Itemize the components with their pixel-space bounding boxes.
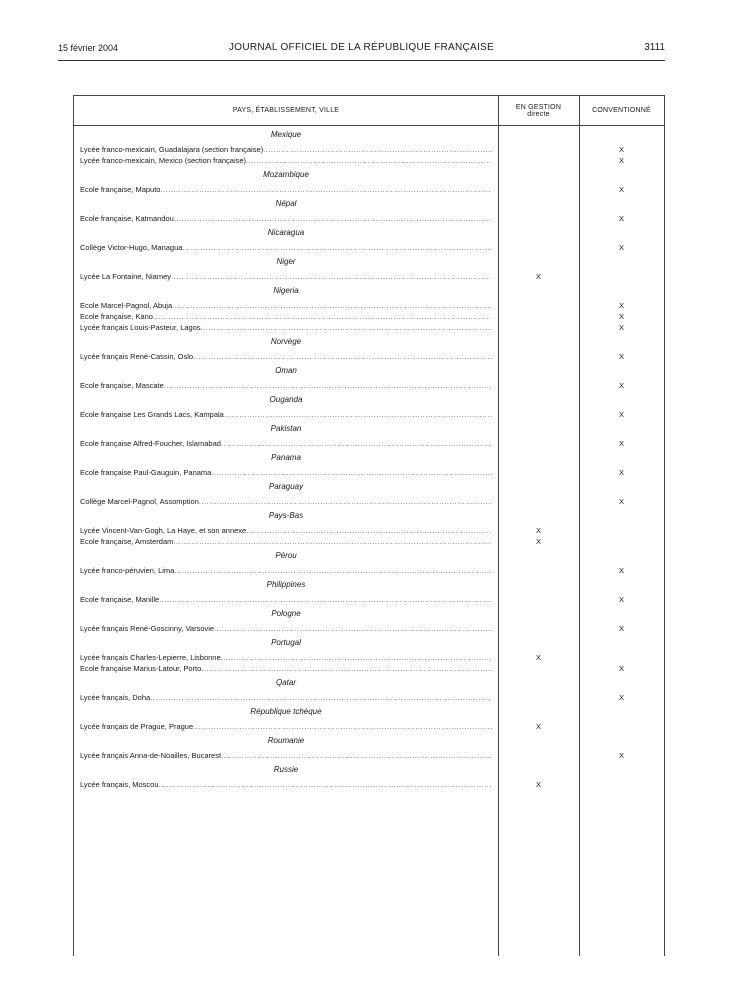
- establishments-table: [73, 95, 665, 956]
- establishment-name: [80, 311, 492, 322]
- country-heading: Pays-Bas: [268, 511, 304, 520]
- table-header: [74, 96, 664, 126]
- conventionne-mark: X: [618, 352, 624, 361]
- establishment-name: [80, 322, 492, 333]
- country-heading: Russie: [273, 765, 299, 774]
- establishment-name-text: Lycée français René-Cassin, Oslo: [80, 352, 194, 361]
- table-row: [74, 721, 664, 732]
- country-heading: République tchèque: [250, 707, 322, 716]
- table-body: [74, 126, 664, 790]
- establishment-name: [80, 380, 492, 391]
- establishment-name-text: Lycée français, Doha: [80, 693, 151, 702]
- gestion-directe-mark: X: [535, 272, 541, 281]
- establishment-name: [80, 155, 492, 166]
- country-heading: Portugal: [271, 638, 301, 647]
- country-heading: Pakistan: [270, 424, 302, 433]
- conventionne-mark: X: [618, 664, 624, 673]
- country-heading: Qatar: [275, 678, 296, 687]
- establishment-name-text: Ecole française, Mascate: [80, 381, 164, 390]
- establishment-name: [80, 409, 492, 420]
- table-row: [74, 213, 664, 224]
- establishment-name: [80, 525, 492, 536]
- table-row: [74, 536, 664, 547]
- table-row: [74, 467, 664, 478]
- table-row: [74, 351, 664, 362]
- conventionne-mark: X: [618, 243, 624, 252]
- establishment-name-text: Lycée Vincent-Van-Gogh, La Haye, et son annexe: [80, 526, 247, 535]
- column-header-gestion-line2: directe: [527, 110, 550, 118]
- country-heading: Nicaragua: [267, 228, 305, 237]
- establishment-name: [80, 692, 492, 703]
- country-heading: Népal: [275, 199, 297, 208]
- country-heading: Panama: [271, 453, 301, 462]
- establishment-name-text: Ecole française, Amsterdam: [80, 537, 174, 546]
- establishment-name-text: Ecole française Alfred-Foucher, Islamabad: [80, 439, 221, 448]
- country-heading: Philippines: [266, 580, 306, 589]
- table-row: [74, 380, 664, 391]
- country-heading: Norvège: [270, 337, 302, 346]
- conventionne-mark: X: [618, 693, 624, 702]
- establishment-name-text: Lycée français Louis-Pasteur, Lagos: [80, 323, 201, 332]
- table-row: [74, 594, 664, 605]
- establishment-name: [80, 623, 492, 634]
- establishment-name-text: Lycée français, Moscou: [80, 780, 159, 789]
- establishment-name: [80, 652, 492, 663]
- gestion-directe-mark: X: [535, 780, 541, 789]
- establishment-name-text: Collège Marcel-Pagnol, Assomption: [80, 497, 199, 506]
- conventionne-mark: X: [618, 381, 624, 390]
- country-heading: Pérou: [275, 551, 297, 560]
- conventionne-mark: X: [618, 566, 624, 575]
- table-row: [74, 565, 664, 576]
- establishment-name: [80, 779, 492, 790]
- establishment-name-text: Lycée français Charles-Lepierre, Lisbonne: [80, 653, 221, 662]
- establishment-name: [80, 750, 492, 761]
- conventionne-mark: X: [618, 497, 624, 506]
- table-row: [74, 692, 664, 703]
- table-row: [74, 242, 664, 253]
- establishment-name: [80, 184, 492, 195]
- country-heading: Roumanie: [267, 736, 305, 745]
- establishment-name: [80, 467, 492, 478]
- establishment-name: [80, 721, 492, 732]
- establishment-name: [80, 663, 492, 674]
- gestion-directe-mark: X: [535, 653, 541, 662]
- conventionne-mark: X: [618, 595, 624, 604]
- table-row: [74, 750, 664, 761]
- establishment-name: [80, 536, 492, 547]
- table-row: [74, 311, 664, 322]
- establishment-name-text: Ecole française, Kano: [80, 312, 153, 321]
- conventionne-mark: X: [618, 410, 624, 419]
- establishment-name-text: Ecole française, Katmandou: [80, 214, 174, 223]
- gestion-directe-mark: X: [535, 537, 541, 546]
- country-heading: Oman: [275, 366, 297, 375]
- establishment-name-text: Ecole française Paul-Gauguin, Panama: [80, 468, 212, 477]
- establishment-name-text: Lycée franco-péruvien, Lima: [80, 566, 175, 575]
- table-row: [74, 271, 664, 282]
- table-row: [74, 525, 664, 536]
- country-heading: Pologne: [271, 609, 301, 618]
- conventionne-mark: X: [618, 312, 624, 321]
- issue-date: 15 février 2004: [58, 43, 119, 53]
- establishment-name-text: Lycée franco-mexicain, Guadalajara (section française): [80, 145, 264, 154]
- establishment-name: [80, 242, 492, 253]
- page-number: 3111: [644, 42, 665, 53]
- page-header: [58, 40, 665, 58]
- table-row: [74, 623, 664, 634]
- establishment-name: [80, 594, 492, 605]
- establishment-name-text: Ecole Marcel-Pagnol, Abuja: [80, 301, 173, 310]
- journal-title: JOURNAL OFFICIEL DE LA RÉPUBLIQUE FRANÇAISE: [229, 42, 494, 53]
- establishment-name: [80, 496, 492, 507]
- establishment-name: [80, 438, 492, 449]
- establishment-name-text: Ecole française, Manille: [80, 595, 160, 604]
- country-heading: Mozambique: [263, 170, 309, 179]
- table-row: [74, 155, 664, 166]
- establishment-name-text: Lycée français Anna-de-Noailles, Bucarest: [80, 751, 222, 760]
- conventionne-mark: X: [618, 624, 624, 633]
- country-heading: Nigeria: [273, 286, 299, 295]
- table-row: [74, 322, 664, 333]
- table-row: [74, 496, 664, 507]
- country-heading: Ouganda: [269, 395, 303, 404]
- country-heading: Mexique: [270, 130, 302, 139]
- table-row: [74, 409, 664, 420]
- column-header-conventionne: CONVENTIONNÉ: [592, 107, 651, 114]
- establishment-name-text: Ecole française, Maputo: [80, 185, 161, 194]
- conventionne-mark: X: [618, 301, 624, 310]
- table-row: [74, 438, 664, 449]
- establishment-name-text: Lycée La Fontaine, Niamey: [80, 272, 172, 281]
- country-heading: Niger: [276, 257, 296, 266]
- conventionne-mark: X: [618, 214, 624, 223]
- gestion-directe-mark: X: [535, 526, 541, 535]
- establishment-name-text: Collège Victor-Hugo, Managua: [80, 243, 183, 252]
- establishment-name-text: Lycée franco-mexicain, Mexico (section française): [80, 156, 247, 165]
- conventionne-mark: X: [618, 751, 624, 760]
- establishment-name-text: Ecole française Les Grands Lacs, Kampala: [80, 410, 224, 419]
- conventionne-mark: X: [618, 156, 624, 165]
- conventionne-mark: X: [618, 145, 624, 154]
- establishment-name-text: Lycée français de Prague, Prague: [80, 722, 194, 731]
- country-heading: Paraguay: [268, 482, 304, 491]
- establishment-name-text: Ecole française Marius-Latour, Porto: [80, 664, 202, 673]
- establishment-name: [80, 300, 492, 311]
- establishment-name: [80, 351, 492, 362]
- table-row: [74, 184, 664, 195]
- column-header-country: PAYS, ÉTABLISSEMENT, VILLE: [232, 107, 340, 114]
- establishment-name: [80, 565, 492, 576]
- table-row: [74, 144, 664, 155]
- table-row: [74, 652, 664, 663]
- conventionne-mark: X: [618, 185, 624, 194]
- column-header-gestion-line1: EN GESTION: [515, 103, 562, 111]
- establishment-name-text: Lycée français René-Goscinny, Varsovie: [80, 624, 215, 633]
- conventionne-mark: X: [618, 439, 624, 448]
- header-rule: [58, 60, 665, 61]
- establishment-name: [80, 213, 492, 224]
- conventionne-mark: X: [618, 468, 624, 477]
- establishment-name: [80, 144, 492, 155]
- establishment-name: [80, 271, 492, 282]
- conventionne-mark: X: [618, 323, 624, 332]
- column-header-gestion-directe: [498, 96, 579, 125]
- table-row: [74, 300, 664, 311]
- table-row: [74, 663, 664, 674]
- table-row: [74, 779, 664, 790]
- gestion-directe-mark: X: [535, 722, 541, 731]
